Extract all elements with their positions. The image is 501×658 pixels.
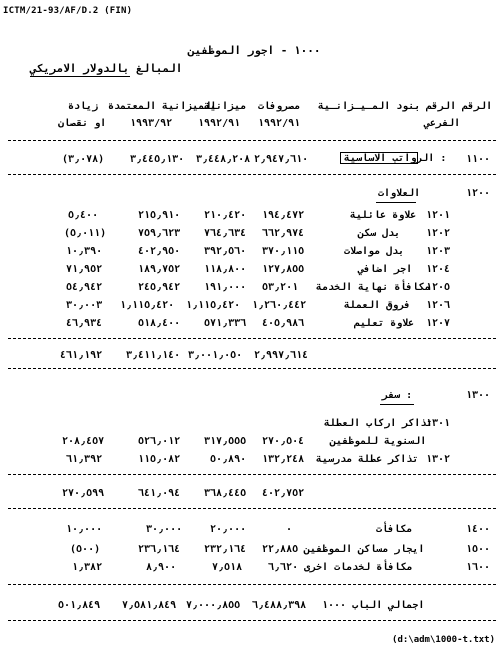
row-divider <box>8 508 496 509</box>
difference-value: ١٠٫٣٩٠ <box>66 246 103 257</box>
difference-value: ٥٫٤٠٠ <box>68 210 99 221</box>
budget-value: ٥٠٫٨٩٠ <box>210 454 247 465</box>
sub-no: ١٢٠٣ <box>426 246 451 257</box>
approved-value: ٢٣٦٫١٦٤ <box>138 544 181 555</box>
budget-value: ٢٠٫٠٠٠ <box>210 524 247 535</box>
difference-value: ٧١٫٩٥٢ <box>66 264 103 275</box>
row-divider <box>8 338 496 339</box>
footer-divider <box>8 620 496 621</box>
total-budget: ٣٫٠٠١٫٠٥٠ <box>188 350 243 361</box>
budget-value: ١٫١١٥٫٤٢٠ <box>186 300 241 311</box>
item-label: مكافأت <box>376 524 413 535</box>
total-difference: ٤٦١٫١٩٢ <box>60 350 103 361</box>
grand-total-expenditure: ٦٫٤٨٨٫٣٩٨ <box>252 600 307 611</box>
item-label: فروق العملة <box>344 300 411 311</box>
approved-value: ٣٫٤٤٥٫١٣٠ <box>130 154 185 165</box>
header-budget: ميزانية <box>204 101 247 112</box>
header-sub-no: الفرعي <box>424 118 461 129</box>
approved-value: ١١٥٫٠٨٢ <box>138 454 181 465</box>
item-label: بدل سكن <box>358 228 401 239</box>
currency-note-underline <box>30 76 130 77</box>
header-difference: زيادة <box>68 101 99 112</box>
total-budget: ٣٦٨٫٤٤٥ <box>204 488 247 499</box>
difference-value: ٣٠٫٠٠٣ <box>66 300 103 311</box>
approved-value: ٤٠٢٫٩٥٠ <box>138 246 181 257</box>
header-chapter-no: الرقم <box>462 101 493 112</box>
header-expenditure-year: ١٩٩٢/٩١ <box>258 118 301 129</box>
approved-value: ١٨٩٫٧٥٢ <box>138 264 181 275</box>
budget-value: ١٩١٫٠٠٠ <box>204 282 247 293</box>
approved-value: ٥١٨٫٤٠٠ <box>138 318 181 329</box>
expenditure-value: ٥٣٫٢٠١ <box>262 282 299 293</box>
expenditure-value: ١٩٤٫٤٧٢ <box>262 210 305 221</box>
grand-total-budget: ٧٫٠٠٠٫٨٥٥ <box>186 600 241 611</box>
total-expenditure: ٤٠٢٫٧٥٢ <box>262 488 305 499</box>
total-approved: ٦٤١٫٠٩٤ <box>138 488 181 499</box>
expenditure-value: ٢٧٠٫٥٠٤ <box>262 436 305 447</box>
sub-no: ١٢٠٢ <box>426 228 451 239</box>
item-label: تذاكر اركاب العطلة <box>324 418 433 429</box>
header-approved: الميزانية المعتمدة <box>108 101 217 112</box>
approved-value: ٧٥٩٫٦٢٣ <box>138 228 181 239</box>
grand-total-label: اجمالي الباب ١٠٠٠ <box>322 600 425 611</box>
header-difference-sub: او نقصان <box>58 118 107 129</box>
header-approved-year: ١٩٩٣/٩٢ <box>130 118 173 129</box>
header-budget-year: ١٩٩٢/٩١ <box>198 118 241 129</box>
chapter-no: ١٢٠٠ <box>466 188 491 199</box>
header-item-no: الرقم <box>426 101 457 112</box>
sub-no: ١٢٠٦ <box>426 300 451 311</box>
difference-value: ٢٠٨٫٤٥٧ <box>62 436 105 447</box>
file-name: (d:\adm\1000-t.txt) <box>392 635 495 645</box>
expenditure-value: ٢٢٫٨٨٥ <box>262 544 299 555</box>
budget-value: ٢١٠٫٤٢٠ <box>204 210 247 221</box>
item-label: تذاكر عطلة مدرسية <box>316 454 419 465</box>
item-label: الرواتب الاساسية : <box>344 153 447 164</box>
chapter-no: ١١٠٠ <box>466 154 491 165</box>
sub-no: ١٢٠٥ <box>426 282 451 293</box>
approved-value: ٥٢٦٫٠١٢ <box>138 436 181 447</box>
item-underline <box>376 202 416 203</box>
approved-value: ٢١٥٫٩١٠ <box>138 210 181 221</box>
total-expenditure: ٢٫٩٩٧٫٦١٤ <box>254 350 309 361</box>
budget-value: ٧٫٥١٨ <box>212 562 243 573</box>
expenditure-value: ٢٫٩٤٧٫٦١٠ <box>254 154 309 165</box>
chapter-no: ١٦٠٠ <box>466 562 491 573</box>
approved-value: ١٫١١٥٫٤٢٠ <box>120 300 175 311</box>
sub-no: ١٢٠٤ <box>426 264 451 275</box>
grand-total-approved: ٧٫٥٨١٫٨٤٩ <box>122 600 177 611</box>
sub-no: ١٣٠٢ <box>426 454 451 465</box>
difference-value: ١٠٫٠٠٠ <box>66 524 103 535</box>
budget-value: ٢٣٢٫١٦٤ <box>204 544 247 555</box>
chapter-no: ١٤٠٠ <box>466 524 491 535</box>
section-title: ١٠٠٠ - اجور الموظفين <box>188 44 321 57</box>
currency-note: المبالغ بالدولار الامريكي <box>30 62 183 75</box>
budget-value: ٧٦٤٫٦٣٤ <box>204 228 247 239</box>
header-divider <box>8 140 496 141</box>
item-label: علاوة عائلية <box>350 210 417 221</box>
budget-value: ١١٨٫٨٠٠ <box>204 264 247 275</box>
sub-no: ١٢٠٧ <box>426 318 451 329</box>
chapter-no: ١٥٠٠ <box>466 544 491 555</box>
difference-value: (٥٫٠١١) <box>64 228 107 239</box>
sub-no: ١٢٠١ <box>426 210 451 221</box>
difference-value: ٥٤٫٩٤٢ <box>66 282 103 293</box>
expenditure-value: ١٣٢٫٢٤٨ <box>262 454 305 465</box>
row-divider <box>8 174 496 175</box>
document-reference: ICTM/21-93/AF/D.2 (FIN) <box>3 6 133 16</box>
item-label: سفر : <box>382 390 413 401</box>
difference-value: ١٫٣٨٢ <box>72 562 103 573</box>
grand-total-difference: ٥٠١٫٨٤٩ <box>58 600 101 611</box>
item-label: العلاوات <box>378 188 421 199</box>
budget-value: ٥٧١٫٣٣٦ <box>204 318 247 329</box>
approved-value: ٢٤٥٫٩٤٢ <box>138 282 181 293</box>
row-divider <box>8 474 496 475</box>
total-approved: ٣٫٤١١٫١٤٠ <box>126 350 181 361</box>
chapter-no: ١٣٠٠ <box>466 390 491 401</box>
item-label: مكافأة نهاية الخدمة <box>316 282 431 293</box>
item-label-continued: السنوية للموظفين <box>330 436 427 447</box>
budget-value: ٣١٧٫٥٥٥ <box>204 436 247 447</box>
item-label: بدل مواصلات <box>344 246 405 257</box>
item-label: مكافأة لخدمات اخرى <box>304 562 413 573</box>
item-label: ايجار مساكن الموظفين <box>304 544 425 555</box>
item-label: علاوة تعليم <box>354 318 415 329</box>
row-divider <box>8 368 496 369</box>
expenditure-value: ١٫٢٦٠٫٤٤٢ <box>252 300 307 311</box>
difference-value: (٥٠٠) <box>70 544 101 555</box>
difference-value: (٣٫٠٧٨) <box>62 154 105 165</box>
budget-value: ٣٫٤٤٨٫٢٠٨ <box>196 154 251 165</box>
expenditure-value: ٣٧٠٫١١٥ <box>262 246 305 257</box>
sub-no: ١٣٠١ <box>426 418 451 429</box>
difference-value: ٤٦٫٩٣٤ <box>66 318 103 329</box>
item-underline <box>380 404 414 405</box>
total-difference: ٢٧٠٫٥٩٩ <box>62 488 105 499</box>
expenditure-value: ٤٠٥٫٩٨٦ <box>262 318 305 329</box>
header-items: بنود المـيـزانـية <box>318 101 421 112</box>
header-expenditure: مصروفات <box>258 101 301 112</box>
expenditure-value: ٦٦٢٫٩٧٤ <box>262 228 305 239</box>
row-divider <box>8 584 496 585</box>
item-label: اجر اضافي <box>358 264 413 275</box>
difference-value: ٦١٫٣٩٢ <box>66 454 103 465</box>
approved-value: ٣٠٫٠٠٠ <box>146 524 183 535</box>
approved-value: ٨٫٩٠٠ <box>146 562 177 573</box>
expenditure-value: ٦٫٦٢٠ <box>268 562 299 573</box>
budget-value: ٣٩٢٫٥٦٠ <box>204 246 247 257</box>
expenditure-value: ٠ <box>286 524 293 535</box>
expenditure-value: ١٢٧٫٨٥٥ <box>262 264 305 275</box>
